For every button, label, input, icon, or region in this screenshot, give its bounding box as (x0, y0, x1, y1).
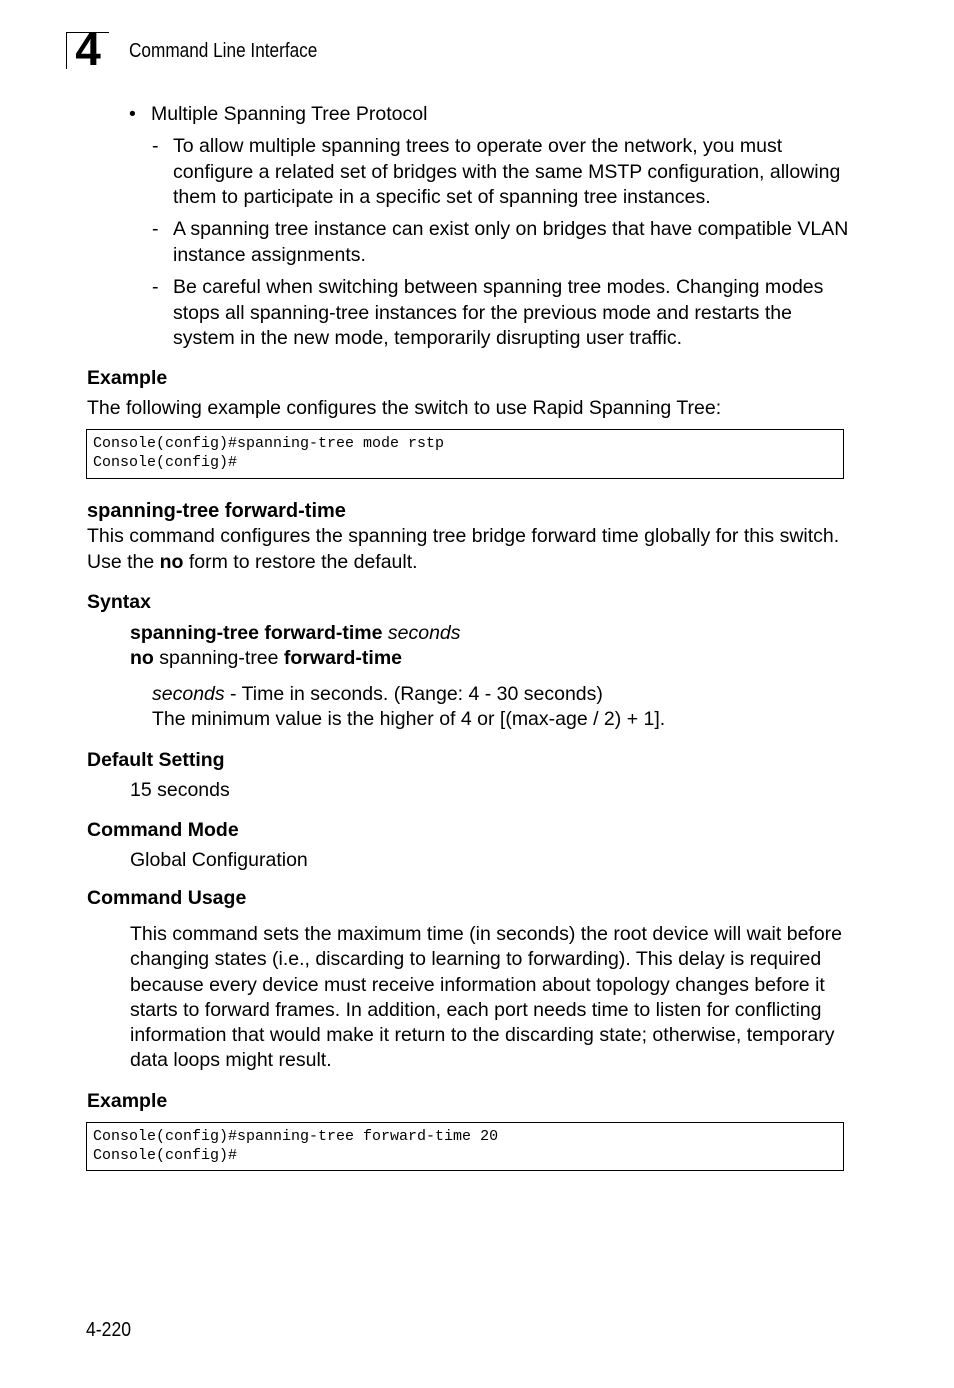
syntax-keyword: forward-time (283, 647, 403, 669)
command-mode-value: Global Configuration (130, 849, 308, 871)
command-usage-text: This command sets the maximum time (in seconds) the root device will wait before changing states (i.e., discarding to learning to forwarding). This delay is required because every device must receive information about topology changes before it starts to forward frames. In addition, each port needs time to listen for conflicting information that would make it return to the discarding state; otherwise, temporary data loops might result. (130, 923, 843, 1072)
running-header-title: Command Line Interface (129, 40, 318, 62)
example-description: The following example configures the switch to use Rapid Spanning Tree: (87, 397, 722, 419)
parameter-description (152, 682, 603, 708)
code-line: Console(config)#spanning-tree forward-time 20 (93, 1128, 499, 1145)
syntax-param: seconds (387, 622, 461, 644)
syntax-line (130, 621, 461, 646)
dash-marker: - (152, 135, 159, 157)
page-number: 4-220 (86, 1319, 132, 1341)
code-line: Console(config)#spanning-tree mode rstp (93, 435, 445, 452)
desc-text: form to restore the default. (183, 550, 418, 573)
dash-item: A spanning tree instance can exist only on bridges that have compatible VLAN instance assignments. (173, 218, 849, 266)
command-mode-heading: Command Mode (87, 819, 239, 841)
dash-marker: - (152, 218, 159, 240)
syntax-command: spanning-tree forward-time (130, 622, 383, 644)
chapter-number: 4 (75, 23, 101, 75)
command-title: spanning-tree forward-time (87, 500, 346, 522)
default-setting-value: 15 seconds (130, 779, 230, 801)
dash-item: Be careful when switching between spanning tree modes. Changing modes stops all spanning-tree instances for the previous mode and restarts the system in the new mode, temporarily disrupting user traffic. (173, 276, 824, 349)
param-desc: - Time in seconds. (Range: 4 - 30 seconds) (224, 683, 603, 705)
syntax-line (130, 646, 402, 671)
code-example-box (86, 429, 844, 479)
code-example-box (86, 1122, 844, 1171)
example-heading: Example (87, 367, 168, 389)
command-usage-heading: Command Usage (87, 887, 247, 909)
desc-keyword: no (159, 550, 184, 573)
bullet-item: Multiple Spanning Tree Protocol (151, 103, 428, 125)
example-heading: Example (87, 1090, 168, 1112)
syntax-heading: Syntax (87, 591, 151, 613)
dash-item: To allow multiple spanning trees to operate over the network, you must configure a related set of bridges with the same MSTP configuration, allowing them to participate in a specific set of spanning tree instances. (173, 135, 841, 208)
syntax-text: spanning-tree (159, 647, 279, 669)
parameter-note: The minimum value is the higher of 4 or [(max-age / 2) + 1]. (152, 708, 666, 730)
code-line: Console(config)# (93, 454, 238, 471)
default-setting-heading: Default Setting (87, 749, 225, 771)
command-description (87, 524, 847, 575)
syntax-keyword: no (130, 647, 154, 669)
code-line: Console(config)# (93, 1147, 238, 1164)
bullet-marker: • (129, 103, 136, 125)
dash-marker: - (152, 276, 159, 298)
param-name: seconds (152, 683, 225, 705)
desc-text: This command configures the spanning tree bridge forward time globally for this switch. Use the (87, 525, 840, 573)
